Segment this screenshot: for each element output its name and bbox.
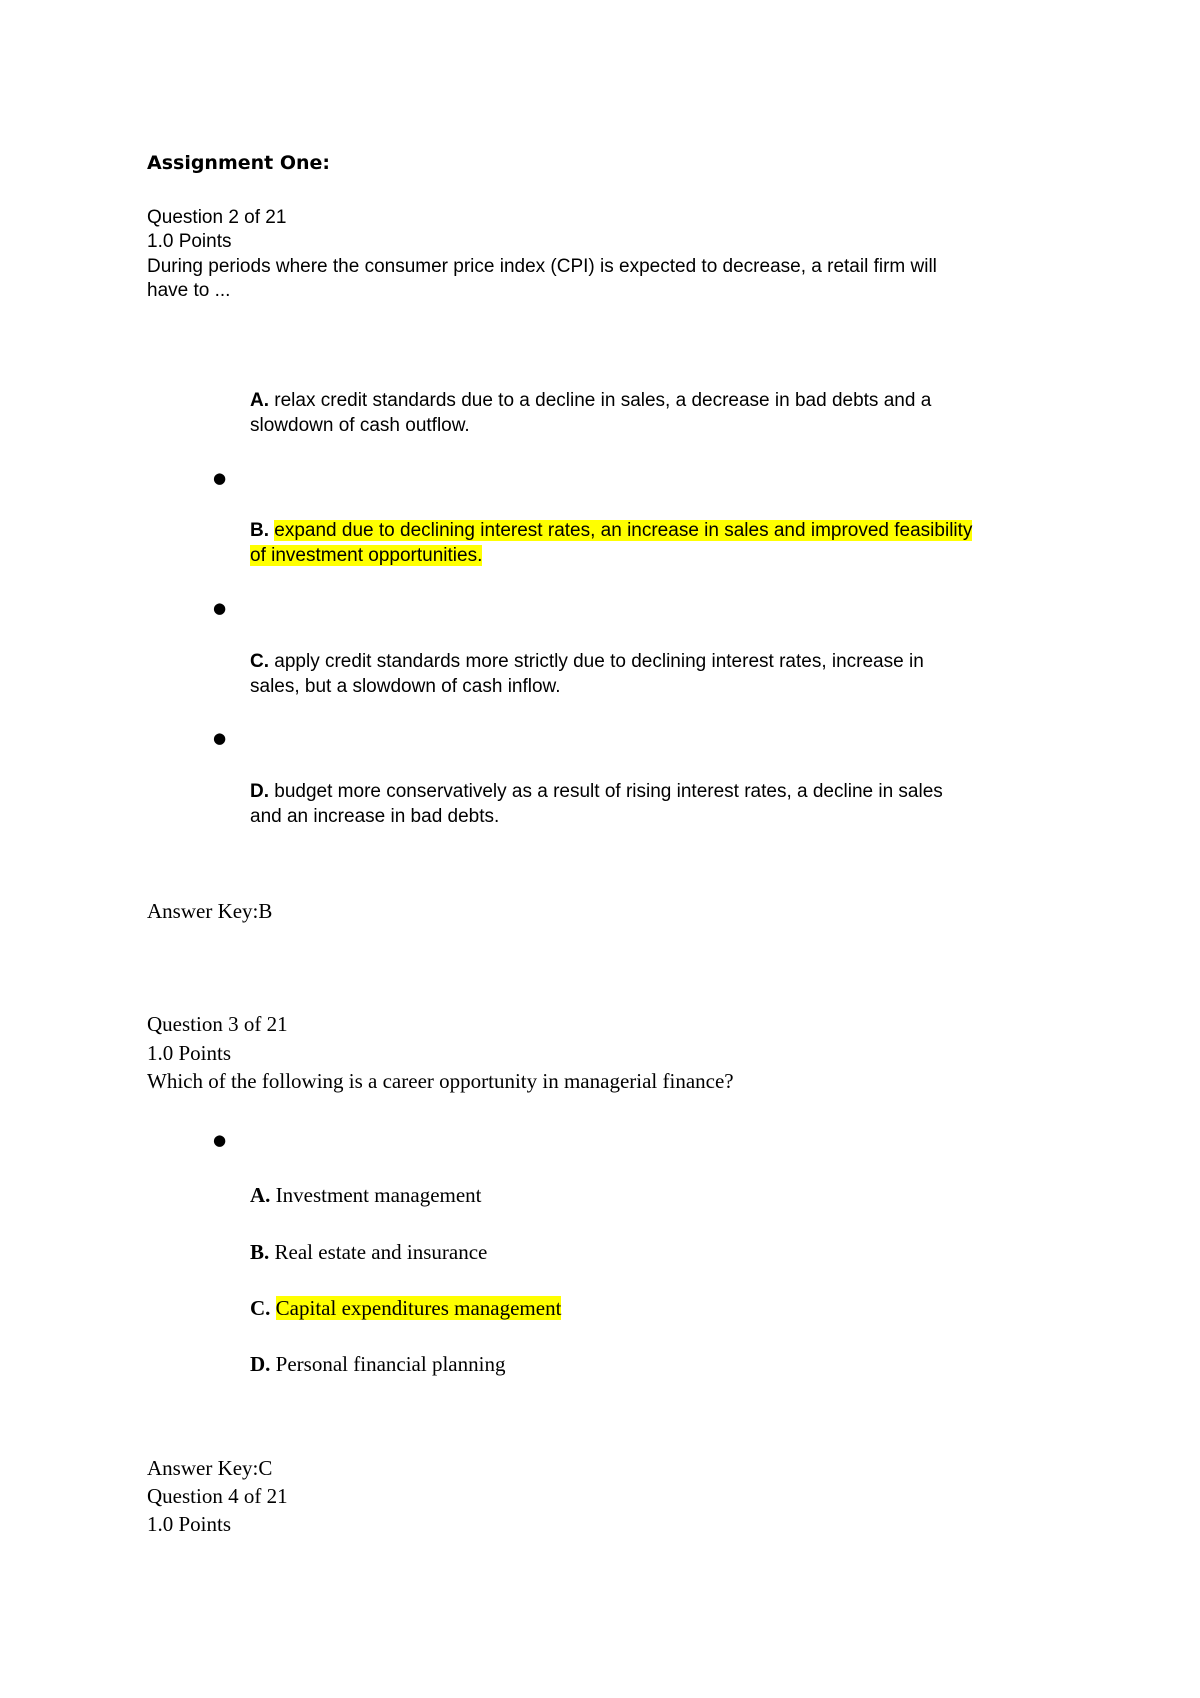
question-2-points: 1.0 Points [147,231,232,252]
q3-option-d-text: Personal financial planning [275,1352,506,1376]
q3-option-d [250,1350,505,1378]
q2-option-c-text-line2: sales, but a slowdown of cash inflow. [250,676,561,697]
q2-option-b-letter: B. [250,520,269,541]
q2-option-a-text-line1: relax credit standards due to a decline in sales, a decrease in bad debts and a [274,390,932,411]
q2-option-a-text-line2: slowdown of cash outflow. [250,415,470,436]
q2-option-b-text-line2: of investment opportunities. [250,545,483,566]
q3-option-a [250,1181,482,1209]
q2-answer-key: Answer Key:B [147,899,273,923]
q3-option-d-letter: D. [250,1352,271,1376]
question-4-points: 1.0 Points [147,1512,232,1536]
q3-answer-key: Answer Key:C [147,1456,273,1480]
q2-option-b-text-line1: expand due to declining interest rates, an increase in sales and improved feasibility [274,520,973,541]
q2-option-c-letter: C. [250,651,269,672]
question-2-text-line2: have to ... [147,280,231,301]
q2-option-a-letter: A. [250,390,269,411]
q2-option-d-letter: D. [250,781,269,802]
q3-option-c [250,1294,561,1322]
question-3-number: Question 3 of 21 [147,1012,288,1036]
question-3-text: Which of the following is a career opportunity in managerial finance? [147,1069,734,1093]
question-3-points: 1.0 Points [147,1041,232,1065]
q2-option-d-text-line1: budget more conservatively as a result of rising interest rates, a decline in sales [274,781,943,802]
q3-option-a-text: Investment management [275,1183,482,1207]
bullet-icon: ● [213,1131,227,1149]
q3-option-b-text: Real estate and insurance [274,1240,488,1264]
question-2-number: Question 2 of 21 [147,207,287,228]
q2-option-b [250,519,972,543]
q2-option-c-text-line1: apply credit standards more strictly due to declining interest rates, increase in [274,651,924,672]
q3-option-b-letter: B. [250,1240,270,1264]
bullet-icon: ● [213,599,227,617]
bullet-icon: ● [213,729,227,747]
q2-option-a [250,389,931,413]
q3-option-c-letter: C. [250,1296,271,1320]
assignment-title: Assignment One: [147,152,331,174]
bullet-icon: ● [213,469,227,487]
question-2-text-line1: During periods where the consumer price index (CPI) is expected to decrease, a retail firm will [147,256,937,277]
q3-option-c-text: Capital expenditures management [275,1296,562,1320]
q2-option-d [250,780,943,804]
q3-option-b [250,1238,487,1266]
q2-option-c [250,650,924,674]
q3-option-a-letter: A. [250,1183,271,1207]
q2-option-d-text-line2: and an increase in bad debts. [250,806,500,827]
question-4-number: Question 4 of 21 [147,1484,288,1508]
